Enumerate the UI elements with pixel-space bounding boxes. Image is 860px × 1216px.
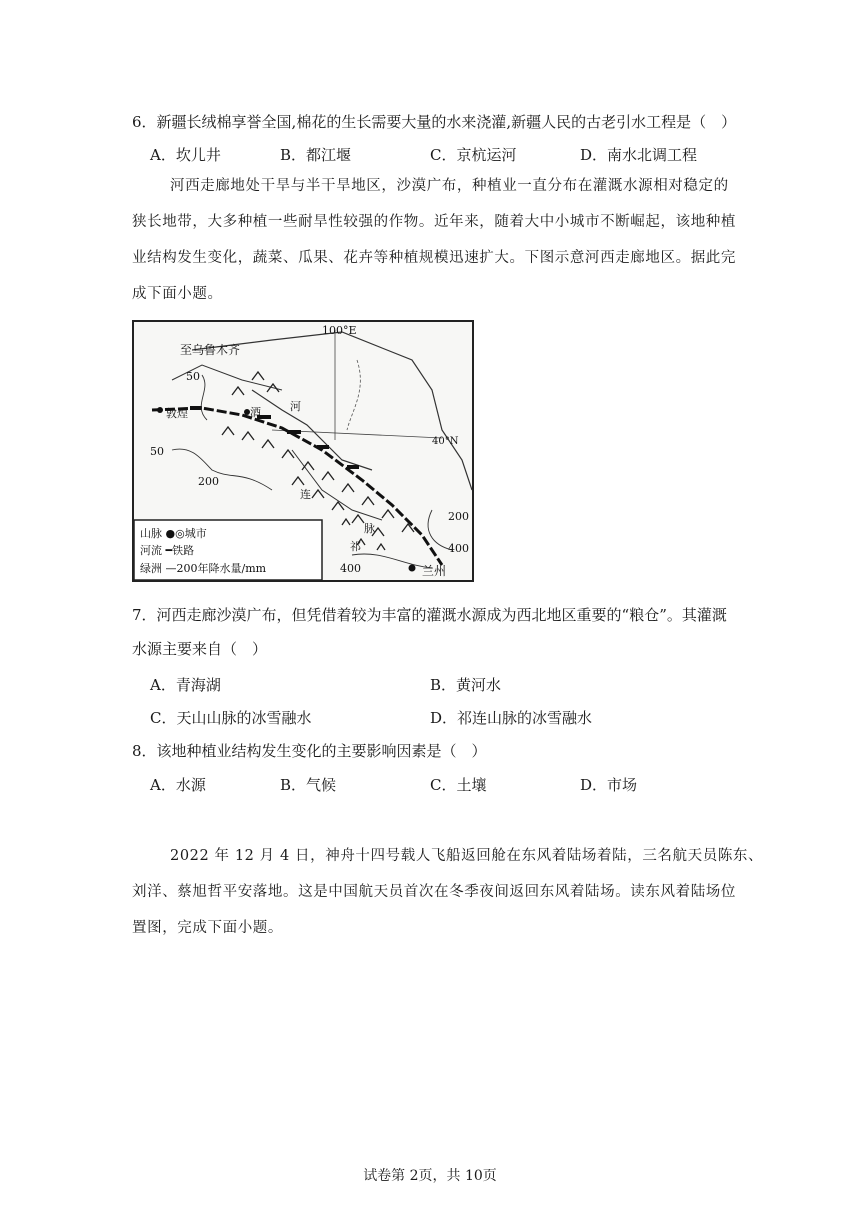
- question-6-stem: 6．新疆长绒棉享誉全国,棉花的生长需要大量的水来浇灌,新疆人民的古老引水工程是（ ）: [132, 113, 737, 131]
- q6-option-b[interactable]: B．都江堰: [280, 146, 352, 164]
- q7-option-b[interactable]: B．黄河水: [430, 676, 502, 694]
- passage-line: 狭长地带，大多种植一些耐旱性较强的作物。近年来，随着大中小城市不断崛起，该地种植: [132, 214, 736, 230]
- q8-option-d[interactable]: D．市场: [580, 776, 638, 794]
- q7-option-d[interactable]: D．祁连山脉的冰雪融水: [430, 709, 593, 727]
- map-label-isoline: 400: [448, 542, 469, 555]
- passage-line: 2022 年 12 月 4 日，神舟十四号载人飞船返回舱在东风着陆场着陆，三名航天员陈东、: [170, 848, 764, 864]
- q6-option-a[interactable]: A．坎儿井: [150, 146, 221, 164]
- map-label-dunhuang: 敦煌: [166, 407, 188, 420]
- q8-option-c[interactable]: C．土壤: [430, 776, 487, 794]
- q7-option-c[interactable]: C．天山山脉的冰雪融水: [150, 709, 312, 727]
- map-legend: [134, 520, 322, 580]
- page-footer: 试卷第 2页，共 10页: [363, 1168, 497, 1184]
- question-8-stem: 8．该地种植业结构发生变化的主要影响因素是（ ）: [132, 742, 487, 760]
- legend-row-river-railway: 河流 ━铁路: [140, 544, 195, 557]
- map-label-isoline: 200: [198, 475, 219, 488]
- map-label-latitude: 40°N: [432, 436, 459, 447]
- map-label-isoline: 200: [448, 510, 469, 523]
- map-label-qi: 祁: [350, 540, 361, 553]
- legend-row-oasis-isoline: 绿洲 —200年降水量/mm: [140, 562, 267, 575]
- map-label-he: 河: [290, 400, 301, 413]
- map-label-mai: 脉: [364, 522, 375, 535]
- passage-shenzhou: [132, 838, 764, 946]
- q6-option-d[interactable]: D．南水北调工程: [580, 146, 698, 164]
- passage-line: 刘洋、蔡旭哲平安落地。这是中国航天员首次在冬季夜间返回东风着陆场。读东风着陆场位: [132, 884, 736, 900]
- hexi-corridor-map: [132, 320, 474, 582]
- map-label-isoline: 400: [340, 562, 361, 575]
- map-label-isoline: 50: [186, 370, 200, 383]
- q8-option-a[interactable]: A．水源: [150, 776, 206, 794]
- passage-line: 成下面小题。: [132, 286, 223, 302]
- map-label-lanzhou: 兰州: [422, 564, 447, 578]
- map-label-urumqi: 至乌鲁木齐: [180, 343, 241, 357]
- map-label-longitude: 100°E: [322, 324, 357, 337]
- passage-hexi-corridor: [132, 168, 736, 312]
- legend-row-mountain-city: 山脉 ●◎城市: [140, 527, 207, 540]
- map-label-jiu: 酒: [250, 406, 261, 419]
- passage-line: 业结构发生变化，蔬菜、瓜果、花卉等种植规模迅速扩大。下图示意河西走廊地区。据此完: [132, 250, 736, 266]
- q7-option-a[interactable]: A．青海湖: [150, 676, 221, 694]
- question-7-stem-line1: 7．河西走廊沙漠广布，但凭借着较为丰富的灌溉水源成为西北地区重要的“粮仓”。其灌溉: [132, 606, 727, 624]
- q8-option-b[interactable]: B．气候: [280, 776, 337, 794]
- question-7-stem-line2: 水源主要来自（ ）: [132, 640, 268, 658]
- passage-line: 置图，完成下面小题。: [132, 920, 283, 936]
- map-label-isoline: 50: [150, 445, 164, 458]
- map-label-lian: 连: [300, 488, 311, 501]
- passage-line: 河西走廊地处干旱与半干旱地区，沙漠广布，种植业一直分布在灌溉水源相对稳定的: [170, 178, 729, 194]
- q6-option-c[interactable]: C．京杭运河: [430, 146, 517, 164]
